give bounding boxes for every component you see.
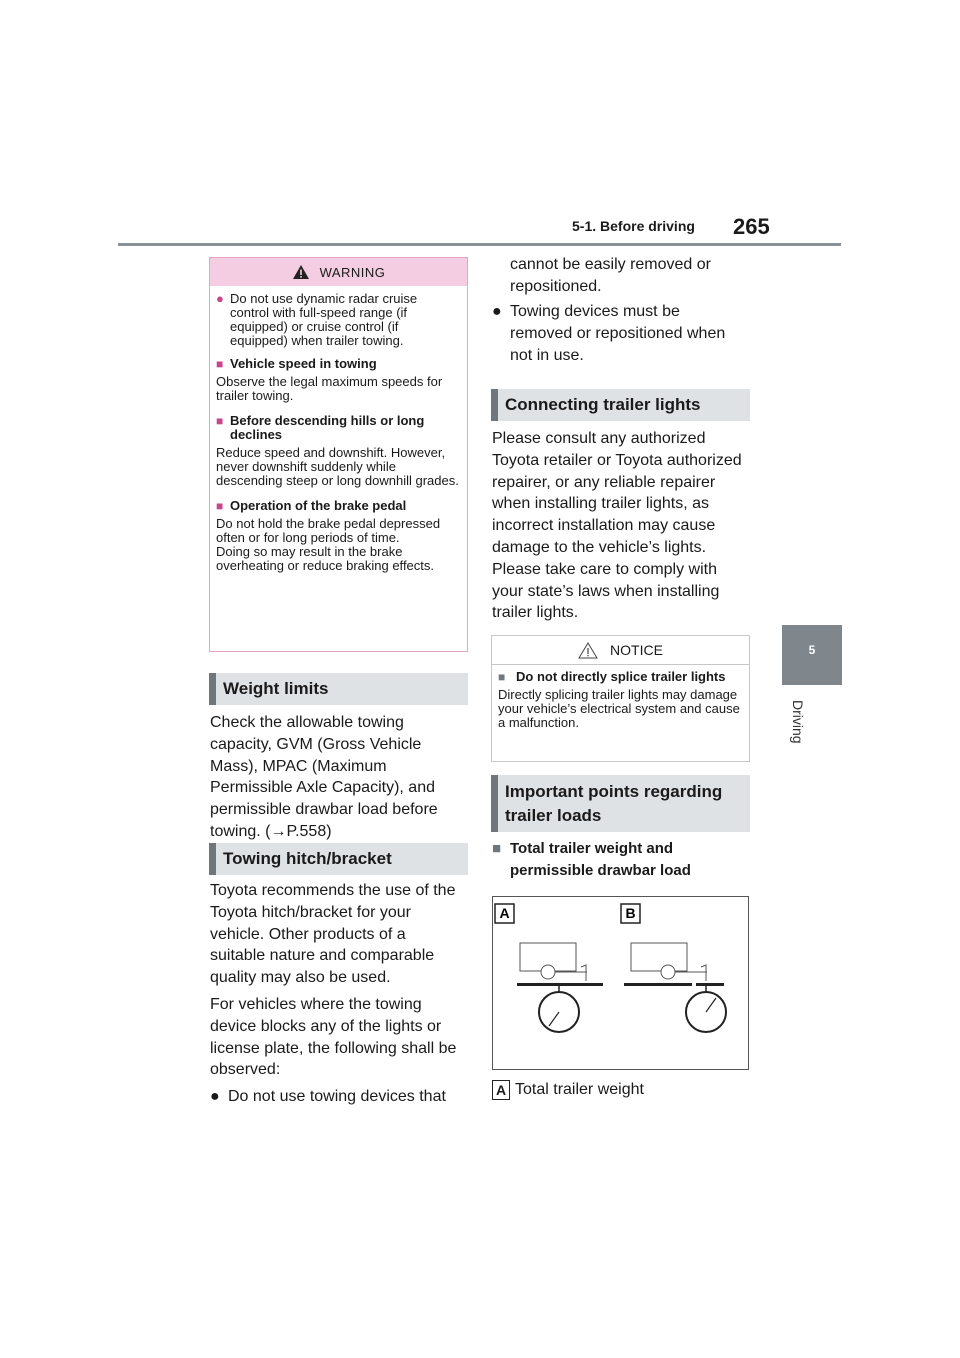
warning-item-text: Observe the legal maximum speeds for trailer towing.: [216, 374, 443, 403]
header-rule: [118, 243, 841, 246]
square-bullet-icon: ■: [498, 670, 506, 684]
label-a: A: [499, 905, 510, 921]
trailer-load-diagram: [492, 896, 749, 1070]
label-b: B: [625, 905, 636, 921]
section-title: 5-1. Before driving: [572, 218, 695, 234]
bullet-icon: ●: [216, 291, 224, 306]
square-bullet-icon: ■: [492, 840, 502, 857]
scenario-b-trailer: [624, 943, 726, 1032]
scenario-a-trailer: [517, 943, 603, 1032]
chapter-tab: 5: [782, 625, 842, 685]
warning-title: WARNING: [319, 264, 386, 280]
chapter-label: Driving: [790, 700, 806, 744]
bullet-icon: ●: [492, 303, 502, 320]
warning-header: [210, 258, 467, 286]
warning-triangle-icon: [292, 264, 310, 280]
trailer-loads-subheading: ■ Total trailer weight and permissible drawbar load: [492, 838, 737, 882]
trailer-lights-text: Please consult any authorized Toyota retailer or Toyota authorized repairer, or any reliable repairer when installing trailer lights, as incorrect installation may cause damage to the vehicle’s lights. Please take care to comply with your state’s laws when installing trailer lights.: [492, 430, 742, 622]
notice-header: [492, 636, 749, 665]
warning-box: [209, 257, 468, 652]
notice-item-title: ■ Do not directly splice trailer lights: [498, 669, 726, 684]
diagram-legend: [492, 1080, 644, 1100]
weight-limits-heading: Weight limits: [209, 673, 468, 705]
towing-bullet-1: ● Do not use towing devices that: [210, 1086, 465, 1108]
notice-box: [491, 635, 750, 762]
warning-intro: ● Do not use dynamic radar cruise control with full-speed range (if equipped) or cruise control (if equipped) when trailer towing.: [216, 291, 418, 348]
towing-bullet-2: ● Towing devices must be removed or repositioned when not in use.: [492, 301, 742, 366]
trailer-load-illustration: [493, 897, 750, 1071]
page-number: 265: [733, 214, 770, 239]
towing-hitch-p2: For vehicles where the towing device blocks any of the lights or license plate, the following shall be observed:: [210, 996, 457, 1079]
towing-hitch-heading: Towing hitch/bracket: [209, 843, 468, 875]
trailer-loads-heading: Important points regarding trailer loads: [491, 775, 750, 832]
towing-hitch-p1: Toyota recommends the use of the Toyota hitch/bracket for your vehicle. Other products of a suitable nature and comparable quality may also be used.: [210, 882, 456, 987]
towing-bullet-1-cont: cannot be easily removed or repositioned.: [510, 256, 711, 295]
warning-item-text: Reduce speed and downshift. However, never downshift suddenly while descending steep or long downhill grades.: [216, 445, 459, 488]
square-bullet-icon: ■: [216, 414, 224, 428]
trailer-lights-heading: Connecting trailer lights: [491, 389, 750, 421]
square-bullet-icon: ■: [216, 499, 224, 513]
caution-triangle-icon: [578, 642, 598, 659]
warning-item-title: ■ Vehicle speed in towing: [216, 356, 377, 371]
square-bullet-icon: ■: [216, 357, 224, 371]
warning-item-title: ■ Operation of the brake pedal: [216, 498, 407, 513]
notice-item-text: Directly splicing trailer lights may damage your vehicle’s electrical system and cause a malfunction.: [498, 687, 740, 730]
warning-item-title: ■ Before descending hills or long declines: [216, 413, 425, 442]
legend-text: Total trailer weight: [515, 1081, 644, 1098]
notice-title: NOTICE: [610, 642, 663, 658]
weight-limits-text: Check the allowable towing capacity, GVM (Gross Vehicle Mass), MPAC (Maximum Permissible Axle Capacity), and permissible drawbar load before towing. (→P.558): [210, 714, 438, 840]
bullet-icon: ●: [210, 1088, 220, 1105]
warning-item-text: Do not hold the brake pedal depressed often or for long periods of time. Doing so may result in the brake overheating or reduce braking effects.: [216, 516, 441, 573]
legend-label-a: A: [492, 1080, 510, 1100]
